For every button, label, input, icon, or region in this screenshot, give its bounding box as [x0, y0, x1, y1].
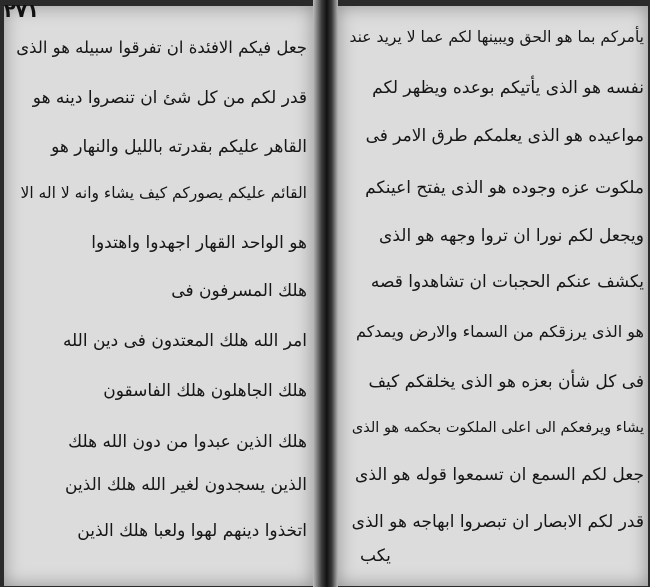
right-line: هو الذى يرزقكم من السماء والارض ويمدكم: [355, 322, 644, 341]
left-line: هلك الجاهلون هلك الفاسقون: [103, 381, 307, 401]
left-line: الذين يسجدون لغير الله هلك الذين: [65, 475, 307, 495]
left-line: القائم عليكم يصوركم كيف يشاء وانه لا اله الا: [20, 184, 307, 202]
left-line: هلك المسرفون فى: [171, 281, 307, 301]
left-page: [4, 6, 313, 586]
left-line: جعل فيكم الافئدة ان تفرقوا سبيله هو الذى: [16, 38, 307, 57]
left-line: اتخذوا دينهم لهوا ولعبا هلك الذين: [77, 521, 307, 541]
book-gutter: [313, 0, 338, 587]
right-line: يأمركم بما هو الحق ويبينها لكم عما لا يريد عند: [349, 28, 644, 46]
right-line: فى كل شأن بعزه هو الذى يخلقكم كيف: [368, 372, 644, 392]
right-line: قدر لكم الابصار ان تبصروا ابهاجه هو الذى: [351, 512, 644, 532]
right-line: مواعيده هو الذى يعلمكم طرق الامر فى: [365, 126, 644, 146]
left-line: هلك الذين عبدوا من دون الله هلك: [68, 432, 307, 452]
right-line: ويجعل لكم نورا ان تروا وجهه هو الذى: [379, 226, 644, 246]
left-line: القاهر عليكم بقدرته بالليل والنهار هو: [51, 137, 307, 157]
right-line: جعل لكم السمع ان تسمعوا قوله هو الذى: [355, 465, 644, 485]
page-number: ٢٧١: [4, 0, 39, 22]
right-page: [338, 6, 648, 586]
catchword: يكب: [360, 546, 391, 566]
right-line: ملكوت عزه وجوده هو الذى يفتح اعينكم: [365, 178, 644, 198]
right-line: نفسه هو الذى يأتيكم بوعده ويظهر لكم: [372, 78, 644, 98]
left-line: امر الله هلك المعتدون فى دين الله: [62, 331, 307, 351]
right-line: يشاء ويرفعكم الى اعلى الملكوت بحكمه هو الذى: [351, 420, 644, 436]
left-line: هو الواحد القهار اجهدوا واهتدوا: [91, 233, 307, 253]
left-line: قدر لكم من كل شئ ان تنصروا دينه هو: [32, 88, 307, 108]
right-line: يكشف عنكم الحجبات ان تشاهدوا قصه: [370, 272, 644, 292]
